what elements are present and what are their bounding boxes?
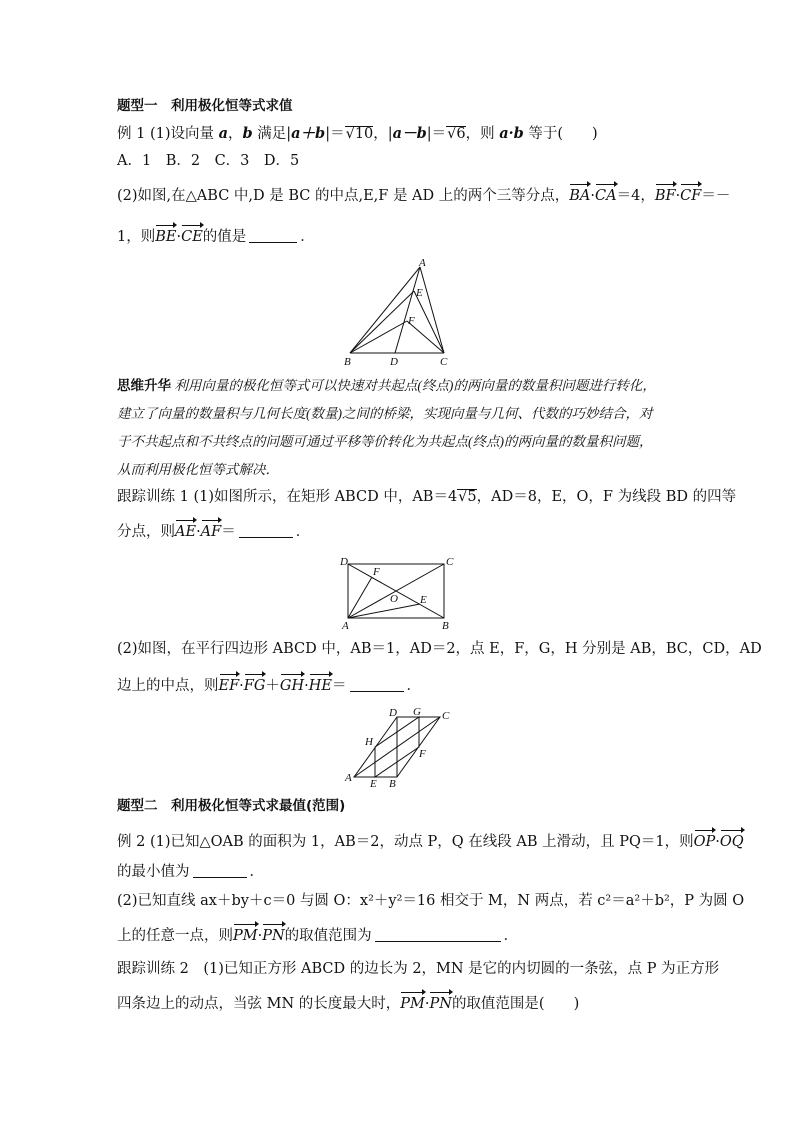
answer-blank	[239, 523, 293, 538]
text-segment: ．	[503, 928, 519, 944]
text-segment: 等于( )	[523, 126, 598, 142]
vector-AF: AF	[200, 524, 222, 540]
text-segment: ．	[300, 229, 315, 245]
vector-PN: PN	[429, 996, 452, 1012]
text-segment: 上的任意一点，则	[117, 928, 233, 944]
text-segment: 满足|	[252, 126, 292, 142]
insight-line-4: 从而利用极化恒等式解决．	[117, 462, 279, 477]
insight-label: 思维升华	[117, 378, 171, 394]
text-segment: ＝4，	[616, 188, 655, 204]
vector-OQ: OQ	[719, 834, 744, 850]
text-segment: 例 1 (1)设向量	[117, 126, 219, 142]
vector-CA: CA	[595, 188, 617, 204]
text-segment: 边上的中点，则	[117, 678, 219, 694]
text-segment: (2)如图,在△ABC 中,D 是 BC 的中点,E,F 是 AD 上的两个三等分点，	[117, 188, 570, 204]
answer-blank	[350, 677, 404, 692]
example2-part1-line1: 例 2 (1)已知△OAB 的面积为 1，AB＝2，动点 P，Q 在线段 AB 上滑动，且 PQ＝1，则OP·OQ	[117, 834, 744, 850]
answer-blank	[375, 927, 501, 942]
text-segment: 的取值范围是( )	[451, 996, 580, 1012]
insight-line-2: 建立了向量的数量积与几何长度(数量)之间的桥梁，实现向量与几何、代数的巧妙结合，对	[117, 406, 653, 421]
vector-AE: AE	[175, 524, 197, 540]
example1-part2-line1: (2)如图,在△ABC 中,D 是 BC 的中点,E,F 是 AD 上的两个三等分点，BA·CA＝4，BF·CF＝－	[117, 188, 731, 204]
label-D: D	[340, 556, 348, 568]
label-F: F	[408, 315, 415, 327]
text-segment: 分点，则	[117, 524, 175, 540]
example1-part1-question	[117, 124, 598, 144]
text-segment: ，	[228, 126, 243, 142]
vector-PM: PM	[233, 928, 258, 944]
text-segment: 的最小值为	[117, 864, 190, 880]
example1-part2-line2: 1，则BE·CE的值是 ．	[117, 229, 315, 245]
vector-OP: OP	[693, 834, 716, 850]
label-O: O	[390, 593, 398, 605]
text-segment: 的取值范围为	[284, 928, 372, 944]
vector-FG: FG	[243, 678, 266, 694]
text-segment: 利用向量的极化恒等式可以快速对共起点(终点)的两向量的数量积问题进行转化，	[174, 378, 656, 393]
training1-part1-line1	[117, 487, 736, 507]
text-segment: ＝－	[701, 188, 731, 204]
label-C: C	[440, 356, 448, 368]
rectangle-figure	[338, 554, 458, 632]
label-A: A	[345, 772, 352, 784]
text-segment: ＋	[265, 678, 280, 694]
segment-AE	[348, 604, 420, 618]
vector-BE: BE	[155, 229, 177, 245]
label-D: D	[390, 356, 398, 368]
insight-line-1	[117, 376, 656, 396]
vector-GH: GH	[279, 678, 305, 694]
insight-line-3: 于不共起点和不共终点的问题可通过平移等价转化为共起点(终点)的两向量的数量积问题，	[117, 434, 653, 449]
label-G: G	[413, 706, 421, 718]
text-segment: |＝	[325, 126, 345, 142]
label-B: B	[389, 778, 396, 789]
text-segment: ．	[295, 524, 311, 540]
answer-blank	[249, 228, 297, 243]
text-segment: ．	[406, 678, 421, 694]
text-segment: 1，则	[117, 229, 156, 245]
example2-part2-line2: 上的任意一点，则PM·PN的取值范围为 ．	[117, 928, 519, 944]
text-segment: ，AD＝8，E，O，F 为线段 BD 的四等	[476, 489, 737, 505]
label-F: F	[419, 748, 426, 760]
vector-a: a	[218, 125, 228, 142]
label-A: A	[342, 620, 349, 632]
label-H: H	[365, 736, 373, 748]
label-C: C	[446, 556, 454, 568]
training1-part2-line2: 边上的中点，则EF·FG＋GH·HE＝ ．	[117, 678, 421, 694]
vector-sum: a＋b	[291, 125, 326, 142]
training2-line1: 跟踪训练 2 (1)已知正方形 ABCD 的边长为 2，MN 是它的内切圆的一条弦，点 P 为正方形	[117, 961, 720, 977]
vector-b: b	[242, 125, 253, 142]
text-segment: |＝	[426, 126, 447, 142]
sqrt-10: √10	[345, 126, 374, 142]
label-C: C	[442, 710, 450, 722]
segment-AD	[395, 267, 420, 353]
example1-options: A．1 B．2 C．3 D．5	[117, 153, 300, 169]
vector-PN: PN	[262, 928, 285, 944]
vector-PM: PM	[400, 996, 425, 1012]
dot-product-ab: a·b	[499, 125, 524, 142]
parallelogram-figure	[342, 705, 454, 789]
label-A: A	[419, 258, 426, 269]
sqrt-6: √6	[447, 126, 466, 142]
label-E: E	[420, 594, 427, 606]
vector-HE: HE	[308, 678, 332, 694]
section1-heading: 题型一 利用极化恒等式求值	[117, 98, 293, 114]
text-segment: ．	[249, 864, 264, 880]
triangle-figure	[340, 258, 455, 370]
vector-difference: a－b	[392, 125, 427, 142]
text-segment: ，则	[465, 126, 500, 142]
label-E: E	[370, 778, 377, 789]
text-segment: 跟踪训练 1 (1)如图所示，在矩形 ABCD 中，AB＝4	[117, 489, 458, 505]
vector-BF: BF	[654, 188, 676, 204]
sqrt-5: √5	[458, 489, 477, 505]
segment-AF	[348, 577, 372, 618]
training1-part2-line1: (2)如图，在平行四边形 ABCD 中，AB＝1，AD＝2，点 E，F，G，H 分别是 AB，BC，CD，AD	[117, 641, 762, 657]
text-segment: ＝	[332, 678, 347, 694]
answer-blank	[193, 863, 247, 878]
text-segment: 例 2 (1)已知△OAB 的面积为 1，AB＝2，动点 P，Q 在线段 AB 上滑动，且 PQ＝1，则	[117, 834, 694, 850]
label-B: B	[442, 620, 449, 632]
vector-BA: BA	[569, 188, 591, 204]
example2-part2-line1: (2)已知直线 ax＋by＋c＝0 与圆 O：x²＋y²＝16 相交于 M，N 两点，若 c²＝a²＋b²，P 为圆 O	[117, 893, 745, 909]
text-segment: ＝	[221, 524, 236, 540]
example2-part1-line2	[117, 862, 264, 882]
label-F: F	[373, 566, 380, 578]
label-E: E	[416, 287, 423, 299]
training2-line2: 四条边上的动点，当弦 MN 的长度最大时，PM·PN的取值范围是( )	[117, 996, 580, 1012]
section2-heading: 题型二 利用极化恒等式求最值(范围)	[117, 798, 346, 814]
vector-EF: EF	[218, 678, 240, 694]
training1-part1-line2: 分点，则AE·AF＝ ．	[117, 524, 311, 540]
vector-CF: CF	[680, 188, 702, 204]
text-segment: 的值是	[202, 229, 247, 245]
vector-CE: CE	[181, 229, 203, 245]
label-B: B	[344, 356, 351, 368]
text-segment: ，|	[373, 126, 393, 142]
text-segment: 四条边上的动点，当弦 MN 的长度最大时，	[117, 996, 401, 1012]
segment-AB	[350, 267, 420, 353]
label-D: D	[389, 707, 397, 719]
